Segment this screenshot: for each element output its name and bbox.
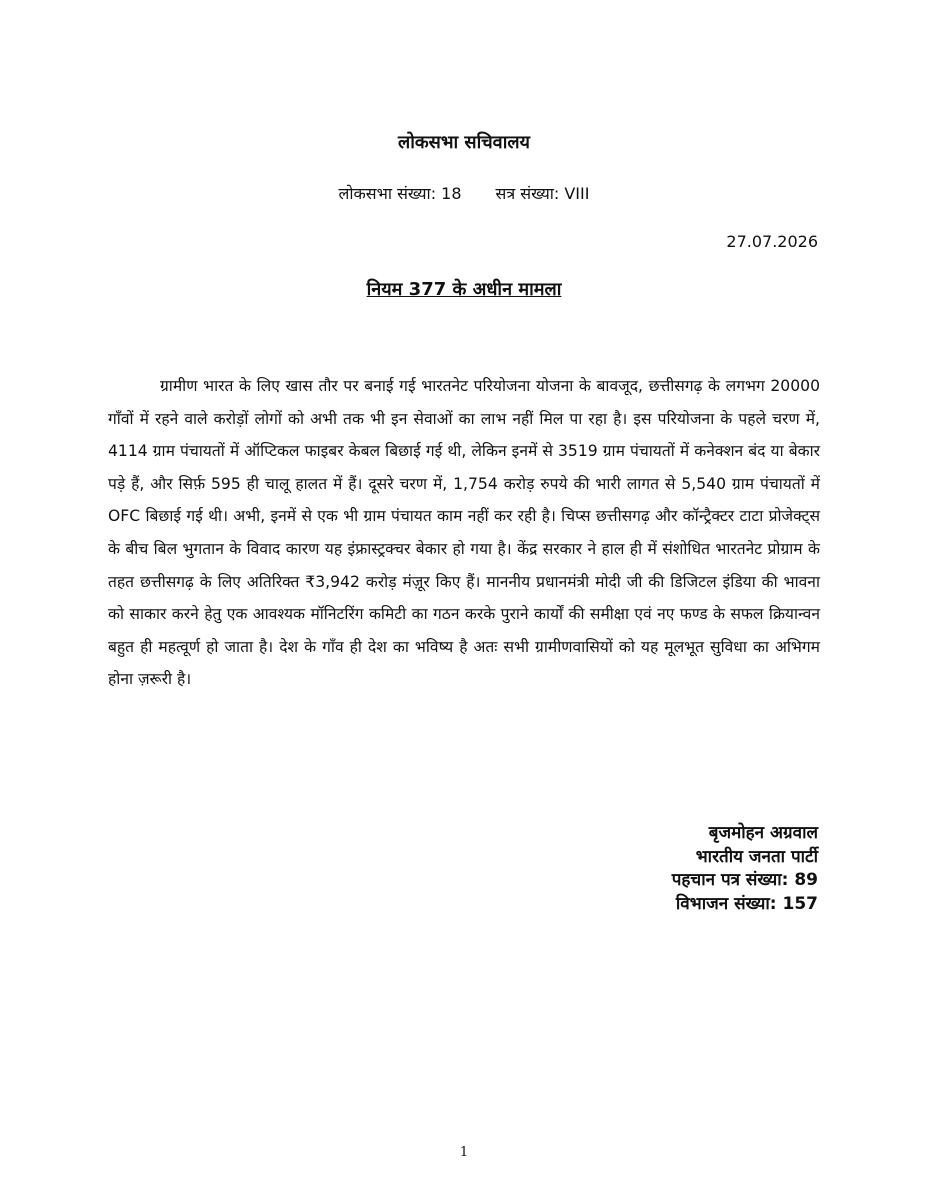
session-number: सत्र संख्या: VIII (495, 184, 590, 203)
subject-heading: नियम 377 के अधीन मामला (366, 279, 562, 300)
page-number: 1 (459, 1145, 469, 1160)
document-date: 27.07.2026 (726, 232, 818, 251)
body-paragraph: ग्रामीण भारत के लिए खास तौर पर बनाई गई भारतनेट परियोजना योजना के बावजूद, छत्तीसगढ़ के लगभग 20000 गाँवों में रहने वाले करोड़ों लोगों को अभी तक भी इन सेवाओं का लाभ नहीं मिल पा रहा है। इस परियोजना के पहले चरण में, 4114 ग्राम पंचायतों में ऑप्टिकल फाइबर केबल बिछाई गई थी, लेकिन इनमें से 3519 ग्राम पंचायतों में कनेक्शन बंद या बेकार पड़े हैं, और सिर्फ़ 595 ही चालू हालत में हैं। दूसरे चरण में, 1,754 करोड़ रुपये की भारी लागत से 5,540 ग्राम पंचायतों में OFC बिछाई गई थी। अभी, इनमें से एक भी ग्राम पंचायत काम नहीं कर रही है। चिप्स छत्तीसगढ़ और कॉन्ट्रैक्टर टाटा प्रोजेक्ट्स के बीच बिल भुगतान के विवाद कारण यह इंफ्रास्ट्रक्चर बेकार हो गया है। केंद्र सरकार ने हाल ही में संशोधित भारतनेट प्रोग्राम के तहत छत्तीसगढ़ के लिए अतिरिक्त ₹3,942 करोड़ मंज़ूर किए हैं। माननीय प्रधानमंत्री मोदी जी की डिजिटल इंडिया की भावना को साकार करने हेतु एक आवश्यक मॉनिटरिंग कमिटी का गठन करके पुराने कार्यों की समीक्षा एवं नए फण्ड के सफल क्रियान्वन बहुत ही महत्वूर्ण हो जाता है। देश के गाँव ही देश का भविष्य है अतः सभी ग्रामीणवासियों को यह मूलभूत सुविधा का अभिगम होना ज़रूरी है। (108, 377, 820, 689)
member-name: बृजमोहन अग्रवाल (708, 823, 818, 843)
party-name: भारतीय जनता पार्टी (695, 846, 818, 867)
session-info (0, 182, 928, 204)
lok-sabha-number: लोकसभा संख्या: 18 (338, 184, 462, 203)
division-number: विभाजन संख्या: 157 (675, 893, 818, 914)
id-number: पहचान पत्र संख्या: 89 (671, 870, 818, 890)
signature-block (672, 822, 818, 916)
secretariat-title: लोकसभा सचिवालय (397, 132, 530, 153)
